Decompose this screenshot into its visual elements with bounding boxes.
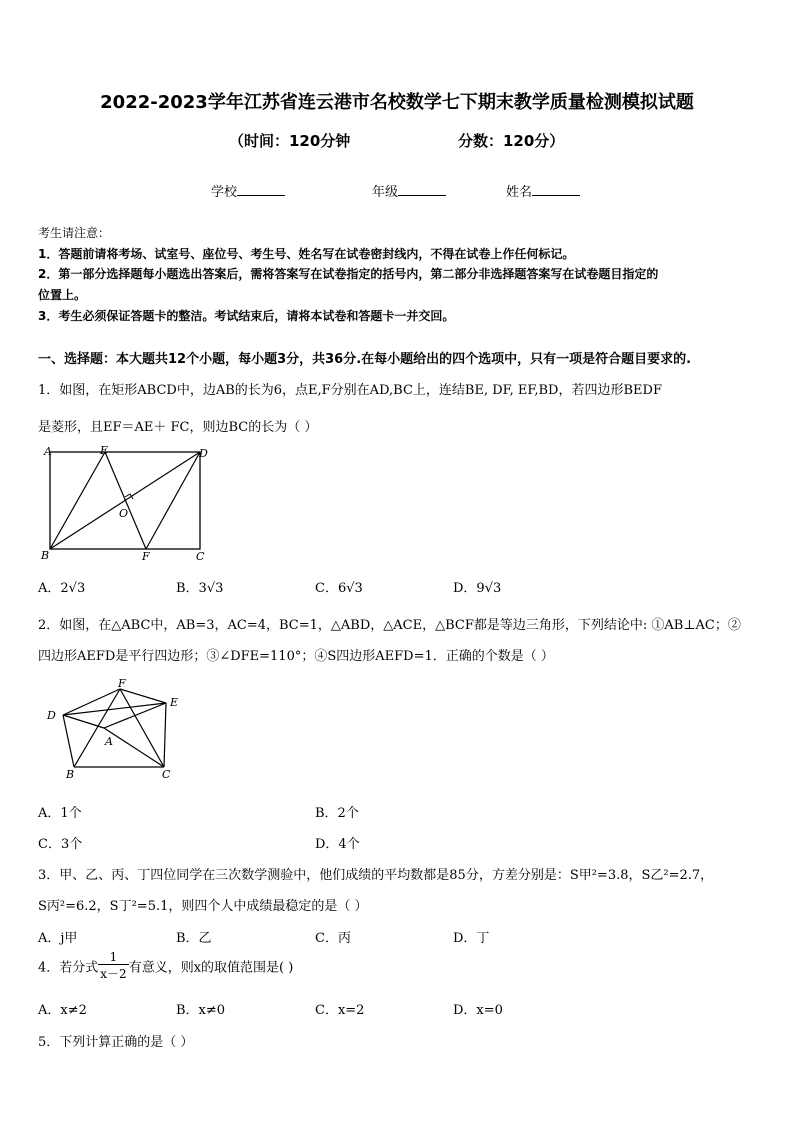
question-3-option-c: C．丙 <box>315 931 351 946</box>
section-heading: 一、选择题：本大题共12个小题，每小题3分，共36分.在每小题给出的四个选项中，只有一项是符合题目要求的. <box>38 352 692 367</box>
question-3-line1: 3．甲、乙、丙、丁四位同学在三次数学测验中，他们成绩的平均数都是85分，方差分别是：S甲²=3.8，S乙²=2.7， <box>38 868 714 883</box>
question-4-option-a: A．x≠2 <box>38 1003 87 1018</box>
segment-ac <box>104 728 164 767</box>
fraction-numerator: 1 <box>98 950 128 965</box>
question-1-option-b: B．3√3 <box>176 581 224 596</box>
segment-da <box>63 715 104 728</box>
notice-item: 位置上。 <box>38 288 87 302</box>
label-d: D <box>199 447 208 460</box>
label-a: A <box>44 445 52 458</box>
name-blank <box>532 183 580 196</box>
question-2-figure <box>38 673 188 785</box>
name-field <box>506 181 580 200</box>
label-c: C <box>162 768 171 781</box>
question-3-option-b: B．乙 <box>176 931 212 946</box>
label-f: F <box>142 550 150 563</box>
question-3-option-a: A．j甲 <box>38 931 78 946</box>
question-1-option-d: D．9√3 <box>453 581 502 596</box>
label-e: E <box>100 444 109 457</box>
question-4-option-b: B．x≠0 <box>176 1003 226 1018</box>
question-4-stem <box>38 950 293 982</box>
question-4-option-c: C．x=2 <box>315 1003 365 1018</box>
exam-score: 分数：120分） <box>458 132 565 150</box>
question-1-line2: 是菱形，且EF＝AE＋ FC，则边BC的长为（ ） <box>38 420 318 435</box>
label-a: A <box>105 735 113 748</box>
exam-time: （时间：120分钟 <box>229 132 351 150</box>
label-f: F <box>118 677 126 690</box>
grade-blank <box>398 183 446 196</box>
notice-item: 3．考生必须保证答题卡的整洁。考试结束后，请将本试卷和答题卡一并交回。 <box>38 309 455 323</box>
page-title: 2022-2023学年江苏省连云港市名校数学七下期末教学质量检测模拟试题 <box>100 92 694 113</box>
question-4-suffix: 有意义，则x的取值范围是( ) <box>128 960 294 976</box>
label-o: O <box>119 507 129 520</box>
question-1-line1: 1．如图，在矩形ABCD中，边AB的长为6，点E,F分别在AD,BC上，连结BE, DF, EF,BD，若四边形BEDF <box>38 383 662 398</box>
question-1-option-a: A．2√3 <box>38 581 86 596</box>
school-blank <box>237 183 285 196</box>
question-1-option-c: C．6√3 <box>315 581 363 596</box>
question-5-line1: 5．下列计算正确的是（ ） <box>38 1035 194 1050</box>
name-label: 姓名 <box>506 185 533 200</box>
question-4-prefix: 4．若分式 <box>38 960 99 976</box>
school-label: 学校 <box>211 185 238 200</box>
fraction <box>98 950 128 982</box>
notice-item: 1．答题前请将考场、试室号、座位号、考生号、姓名写在试卷密封线内，不得在试卷上作任何标记。 <box>38 247 575 261</box>
segment-fb <box>74 689 120 767</box>
notice-item: 2．第一部分选择题每小题选出答案后，需将答案写在试卷指定的括号内，第二部分非选择题答案写在试卷题目指定的 <box>38 267 659 281</box>
grade-label: 年级 <box>372 185 399 200</box>
question-2-option-d: D．4个 <box>315 837 360 852</box>
segment-fd <box>146 452 200 549</box>
grade-field <box>372 181 446 200</box>
fraction-denominator: x－2 <box>100 967 127 981</box>
segment-be <box>50 452 105 549</box>
notice-heading: 考生请注意： <box>38 226 111 240</box>
label-b: B <box>66 768 75 781</box>
question-2-option-a: A．1个 <box>38 806 82 821</box>
question-2-line1: 2．如图，在△ABC中，AB=3，AC=4，BC=1，△ABD，△ACE，△BCF都是等边三角形，下列结论中: ①AB⊥AC；② <box>38 618 741 633</box>
question-3-line2: S丙²=6.2，S丁²=5.1，则四个人中成绩最稳定的是（ ） <box>38 899 368 914</box>
question-4-option-d: D．x=0 <box>453 1003 503 1018</box>
label-b: B <box>41 549 50 562</box>
question-3-option-d: D．丁 <box>453 931 490 946</box>
question-2-option-b: B．2个 <box>315 806 359 821</box>
question-2-line2: 四边形AEFD是平行四边形；③∠DFE=110°；④S四边形AEFD=1．正确的个数是（ ） <box>38 649 554 664</box>
segment-db <box>63 715 74 767</box>
segment-ec <box>164 703 166 767</box>
label-e: E <box>170 696 179 709</box>
school-field <box>211 181 285 200</box>
segment-bd <box>50 452 200 549</box>
label-c: C <box>196 550 205 563</box>
question-2-option-c: C．3个 <box>38 837 83 852</box>
question-1-figure <box>38 444 218 566</box>
label-d: D <box>47 709 56 722</box>
